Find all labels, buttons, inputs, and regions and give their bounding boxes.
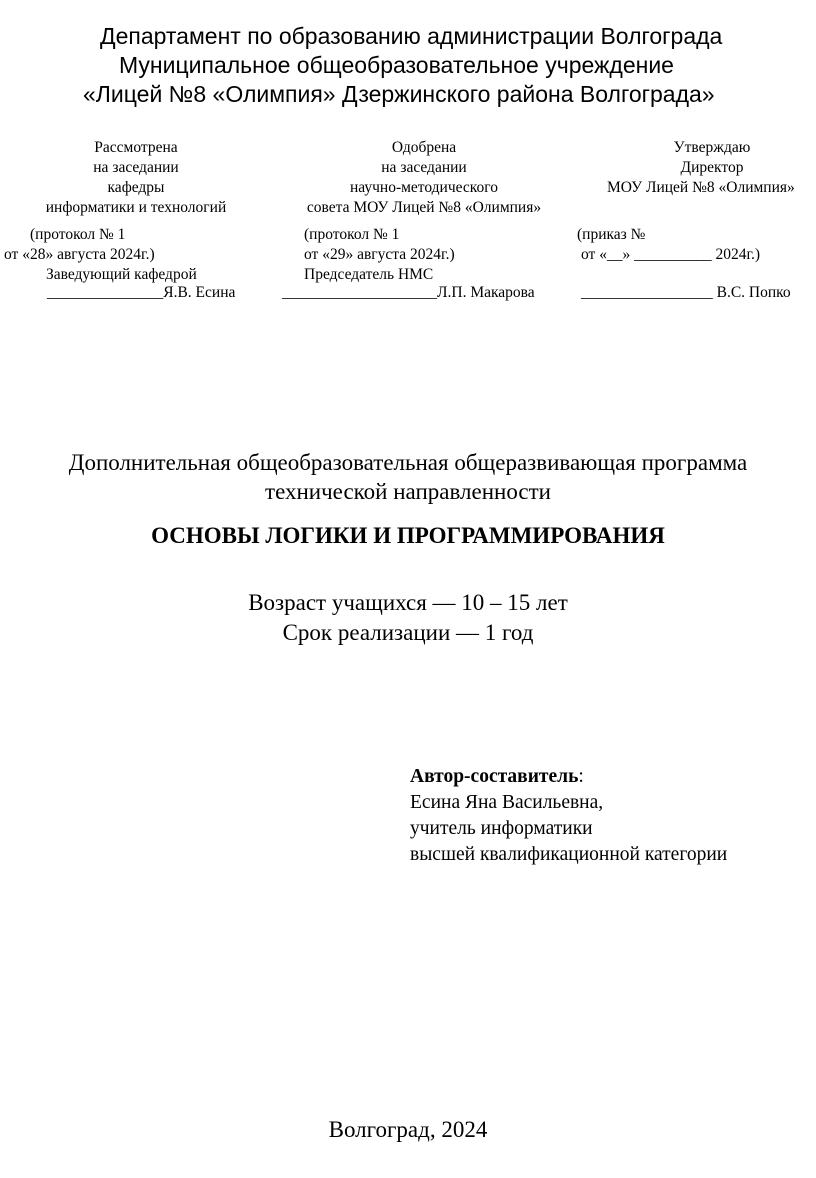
place-and-year: Волгоград, 2024	[328, 1117, 488, 1142]
director-approval-block	[572, 138, 816, 265]
department-protocol: (протокол № 1	[30, 226, 126, 243]
council-signature: ____________________Л.П. Макарова	[282, 284, 535, 301]
director-date: от «__» __________ 2024г.)	[581, 246, 761, 263]
council-approval-line: научно-методического	[349, 179, 499, 196]
council-protocol: (протокол № 1	[304, 226, 400, 243]
author-label-colon: :	[578, 766, 584, 787]
department-approval-line: информатики и технологий	[45, 199, 227, 216]
department-role: Заведующий кафедрой	[46, 266, 197, 283]
council-approval-block	[279, 138, 569, 285]
director-signature: _________________ В.С. Попко	[581, 284, 791, 301]
council-approval-line: на заседании	[381, 159, 467, 176]
council-approval-line: совета МОУ Лицей №8 «Олимпия»	[306, 199, 542, 216]
council-approval-title: Одобрена	[391, 139, 457, 156]
program-direction: технической направленности	[265, 479, 551, 504]
director-order: (приказ №	[577, 226, 646, 243]
institution-name: «Лицей №8 «Олимпия» Дзержинского района Волгограда»	[83, 81, 715, 107]
student-age: Возраст учащихся — 10 – 15 лет	[248, 590, 568, 615]
department-approval-line: на заседании	[93, 159, 179, 176]
implementation-term: Срок реализации — 1 год	[282, 620, 534, 645]
director-approval-line: МОУ Лицей №8 «Олимпия»	[607, 179, 795, 196]
author-position: учитель информатики	[410, 818, 593, 839]
department-approval-line: кафедры	[107, 179, 165, 196]
council-date: от «29» августа 2024г.)	[304, 246, 455, 263]
author-label: Автор-составитель	[410, 766, 579, 787]
department-date: от «28» августа 2024г.)	[4, 246, 155, 263]
author-category: высшей квалификационной категории	[410, 844, 728, 865]
institution-type: Муниципальное общеобразовательное учреждение	[119, 52, 674, 78]
author-block	[410, 764, 727, 868]
department-approval-block	[0, 138, 272, 285]
director-approval-line: Директор	[680, 159, 744, 176]
council-role: Председатель НМС	[304, 266, 434, 283]
program-type: Дополнительная общеобразовательная общеразвивающая программа	[68, 450, 748, 475]
department-signature: _______________Я.В. Есина	[47, 284, 236, 301]
director-approval-title: Утверждаю	[673, 139, 751, 156]
program-title: ОСНОВЫ ЛОГИКИ И ПРОГРАММИРОВАНИЯ	[151, 523, 665, 548]
author-name: Есина Яна Васильевна,	[410, 792, 604, 813]
department-approval-title: Рассмотрена	[94, 139, 178, 156]
department-name: Департамент по образованию администрации Волгограда	[100, 23, 723, 49]
